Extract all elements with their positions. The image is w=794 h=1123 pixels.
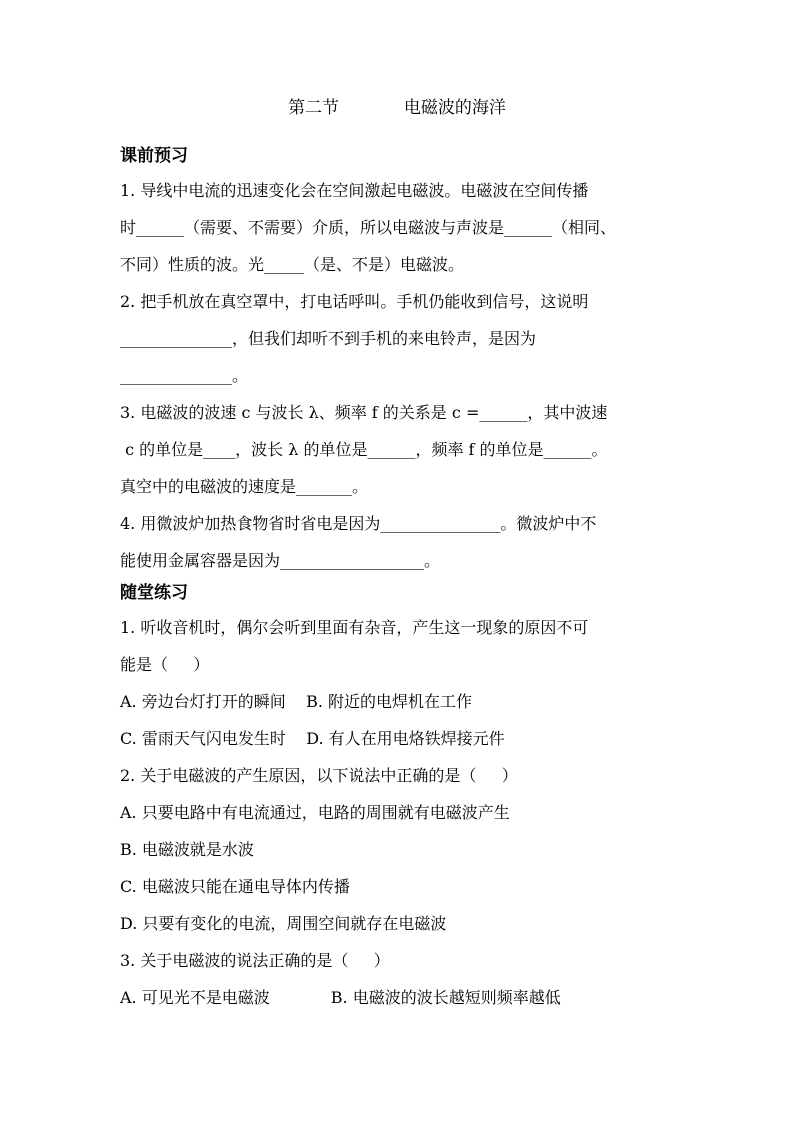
- preview-line: ______________，但我们却听不到手机的来电铃声，是因为: [120, 329, 537, 348]
- practice-line: A. 旁边台灯打开的瞬间 B. 附近的电焊机在工作: [120, 692, 473, 711]
- preview-line: ______________。: [120, 366, 249, 385]
- preview-line: 2. 把手机放在真空罩中，打电话呼叫。手机仍能收到信号，这说明: [120, 292, 589, 311]
- practice-line: B. 电磁波就是水波: [120, 840, 254, 859]
- practice-line: C. 电磁波只能在通电导体内传播: [120, 877, 350, 896]
- practice-line: C. 雷雨天气闪电发生时 D. 有人在用电烙铁焊接元件: [120, 729, 505, 748]
- preview-line: 1. 导线中电流的迅速变化会在空间激起电磁波。电磁波在空间传播: [120, 181, 589, 200]
- section-heading-practice: 随堂练习: [120, 583, 188, 603]
- preview-line: 能使用金属容器是因为__________________。: [120, 551, 441, 570]
- practice-line: 2. 关于电磁波的产生原因，以下说法中正确的是（ ）: [120, 766, 518, 785]
- preview-line: 4. 用微波炉加热食物省时省电是因为_______________。微波炉中不: [120, 514, 597, 533]
- preview-line: 不同）性质的波。光_____（是、不是）电磁波。: [120, 255, 465, 274]
- document-body: [120, 142, 690, 1016]
- preview-line: c 的单位是____，波长 λ 的单位是______，频率 f 的单位是______。: [120, 440, 608, 459]
- practice-line: 1. 听收音机时，偶尔会听到里面有杂音，产生这一现象的原因不可: [120, 618, 589, 637]
- section-heading-preview: 课前预习: [120, 146, 188, 166]
- practice-line: A. 只要电路中有电流通过，电路的周围就有电磁波产生: [120, 803, 510, 822]
- preview-line: 3. 电磁波的波速 c 与波长 λ、频率 f 的关系是 c =______，其中波速: [120, 403, 608, 422]
- practice-line: D. 只要有变化的电流，周围空间就存在电磁波: [120, 914, 447, 933]
- practice-line: A. 可见光不是电磁波 B. 电磁波的波长越短则频率越低: [120, 988, 561, 1007]
- practice-line: 能是（ ）: [120, 655, 210, 674]
- page-title: 第二节 电磁波的海洋: [288, 98, 506, 118]
- preview-line: 时______（需要、不需要）介质，所以电磁波与声波是______（相同、: [120, 218, 617, 237]
- practice-line: 3. 关于电磁波的说法正确的是（ ）: [120, 951, 390, 970]
- preview-line: 真空中的电磁波的速度是_______。: [120, 477, 369, 496]
